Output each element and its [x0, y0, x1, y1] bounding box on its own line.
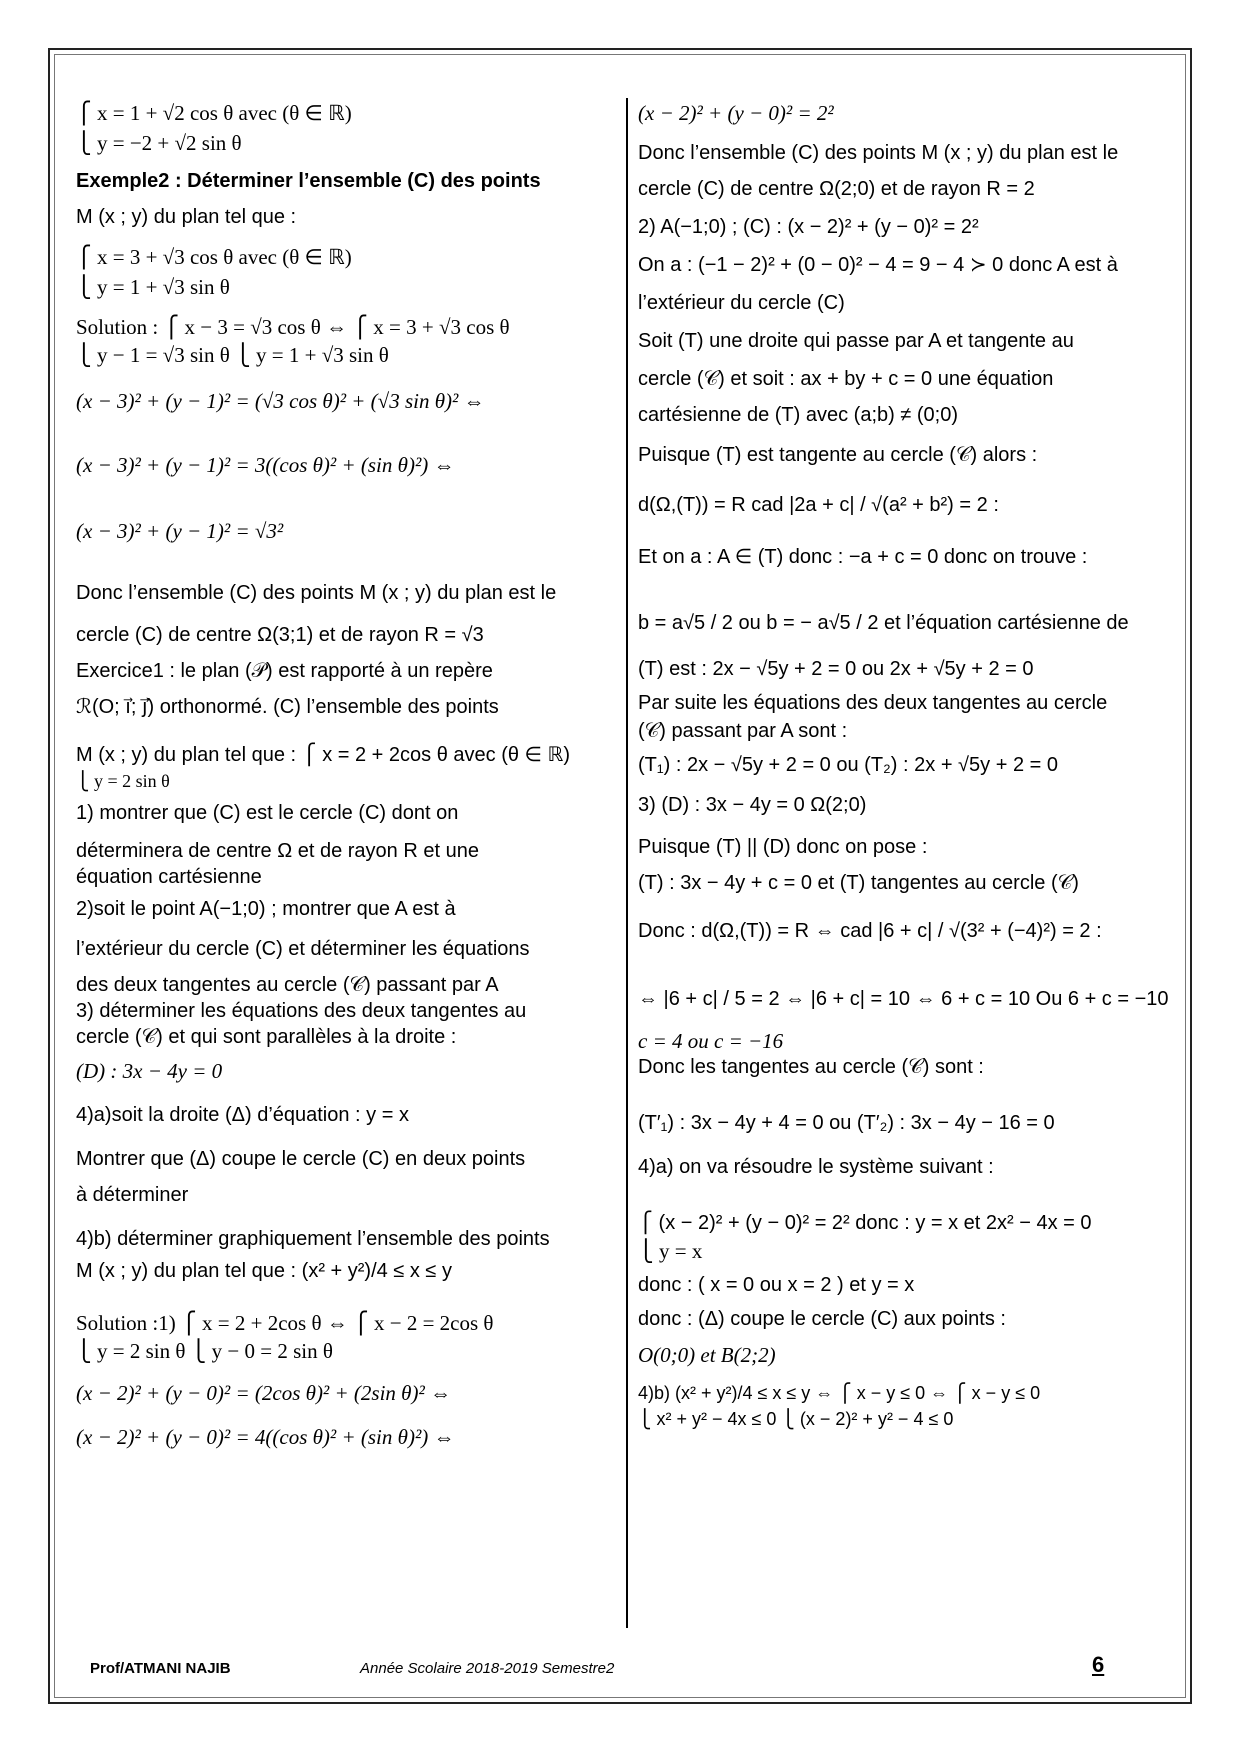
question-4a-cont: Montrer que (Δ) coupe le cercle (C) en deux points: [76, 1148, 526, 1170]
equation-line: (x − 2)² + (y − 0)² = (2cos θ)² + (2sin θ)² ⇔: [76, 1381, 452, 1405]
question-4a-cont: à déterminer: [76, 1184, 189, 1206]
question-2: 2)soit le point A(−1;0) ; montrer que A est à: [76, 898, 456, 920]
text-line: M (x ; y) du plan tel que : ⎧ x = 2 + 2cos θ avec (θ ∈ ℝ): [76, 744, 571, 766]
system-line-2: ⎩ y = 1 + √3 sin θ: [76, 275, 230, 299]
exemple2-heading: Exemple2 : Déterminer l’ensemble (C) des points: [76, 170, 541, 192]
solution-line-2: ⎩ y − 1 = √3 sin θ ⎩ y = 1 + √3 sin θ: [76, 343, 389, 367]
distance-formula: Donc : d(Ω,(T)) = R ⇔ cad |6 + c| / √(3² + (−4)²) = 2 :: [638, 920, 1102, 942]
column-divider: [626, 98, 628, 1628]
question-4a: 4)a)soit la droite (Δ) d’équation : y = x: [76, 1104, 409, 1126]
question-4b-cont: M (x ; y) du plan tel que : (x² + y²)/4 ≤ x ≤ y: [76, 1260, 452, 1282]
question-4b: 4)b) déterminer graphiquement l’ensemble des points: [76, 1228, 550, 1250]
text-line: Puisque (T) || (D) donc on pose :: [638, 836, 928, 858]
text-line: On a : (−1 − 2)² + (0 − 0)² − 4 = 9 − 4 ≻ 0 donc A est à: [638, 254, 1118, 276]
text-line: l’extérieur du cercle (C): [638, 292, 845, 314]
equation-line: (x − 2)² + (y − 0)² = 2²: [638, 101, 834, 125]
distance-formula: d(Ω,(T)) = R cad |2a + c| / √(a² + b²) = 2 :: [638, 494, 999, 516]
text-line: Par suite les équations des deux tangentes au cercle: [638, 692, 1108, 714]
question-2-cont: l’extérieur du cercle (C) et déterminer les équations: [76, 938, 530, 960]
text-line: cercle (C) de centre Ω(3;1) et de rayon R = √3: [76, 624, 484, 646]
exercice1-heading: Exercice1 : le plan (𝒫) est rapporté à un repère: [76, 660, 493, 682]
question-1: 1) montrer que (C) est le cercle (C) dont on: [76, 802, 459, 824]
question-1-cont: équation cartésienne: [76, 866, 262, 888]
equation-line: (x − 3)² + (y − 1)² = √3²: [76, 519, 284, 543]
answer-4a: 4)a) on va résoudre le système suivant :: [638, 1156, 994, 1178]
tangents-line: (T₁) : 2x − √5y + 2 = 0 ou (T₂) : 2x + √5y + 2 = 0: [638, 754, 1058, 776]
text-line: donc : ( x = 0 ou x = 2 ) et y = x: [638, 1274, 915, 1296]
text-line: (𝒞) passant par A sont :: [638, 720, 848, 742]
line-d-equation: (D) : 3x − 4y = 0: [76, 1059, 223, 1083]
question-3: 3) déterminer les équations des deux tangentes au: [76, 1000, 527, 1022]
system-line-1: ⎧ x = 3 + √3 cos θ avec (θ ∈ ℝ): [76, 245, 352, 269]
param-line-1: ⎧ x = 1 + √2 cos θ avec (θ ∈ ℝ): [76, 101, 352, 125]
question-1-cont: déterminera de centre Ω et de rayon R et une: [76, 840, 479, 862]
solution-line-1: Solution : ⎧ x − 3 = √3 cos θ ⇔ ⎧ x = 3 + √3 cos θ: [76, 315, 510, 339]
equation-line: ⇔ |6 + c| / 5 = 2 ⇔ |6 + c| = 10 ⇔ 6 + c = 10 Ou 6 + c = −10: [638, 988, 1169, 1010]
answer-3: 3) (D) : 3x − 4y = 0 Ω(2;0): [638, 794, 867, 816]
solution-line-1: Solution :1) ⎧ x = 2 + 2cos θ ⇔ ⎧ x − 2 = 2cos θ: [76, 1311, 494, 1335]
param-line-2: ⎩ y = −2 + √2 sin θ: [76, 131, 242, 155]
solution-line-2: ⎩ y = 2 sin θ ⎩ y − 0 = 2 sin θ: [76, 1339, 333, 1363]
footer-year: Année Scolaire 2018-2019 Semestre2: [360, 1660, 615, 1677]
equation-line: c = 4 ou c = −16: [638, 1029, 784, 1053]
text-line: M (x ; y) du plan tel que :: [76, 206, 297, 228]
system-line-1: ⎧ (x − 2)² + (y − 0)² = 2² donc : y = x et 2x² − 4x = 0: [638, 1212, 1092, 1234]
points-line: O(0;0) et B(2;2): [638, 1343, 776, 1367]
text-line: (T) est : 2x − √5y + 2 = 0 ou 2x + √5y + 2 = 0: [638, 658, 1034, 680]
text-line: Donc l’ensemble (C) des points M (x ; y) du plan est le: [638, 142, 1119, 164]
system-line-2: ⎩ y = 2 sin θ: [76, 771, 170, 791]
text-line: cercle (𝒞) et soit : ax + by + c = 0 une équation: [638, 368, 1054, 390]
equation-line: (x − 3)² + (y − 1)² = 3((cos θ)² + (sin θ)²) ⇔: [76, 453, 455, 477]
text-line: ℛ(O; i⃗; j⃗) orthonormé. (C) l’ensemble des points: [76, 696, 499, 718]
answer-2: 2) A(−1;0) ; (C) : (x − 2)² + (y − 0)² = 2²: [638, 216, 979, 238]
answer-4b-cont: ⎩ x² + y² − 4x ≤ 0 ⎩ (x − 2)² + y² − 4 ≤ 0: [638, 1409, 954, 1429]
question-3-cont: cercle (𝒞) et qui sont parallèles à la droite :: [76, 1026, 457, 1048]
text-line: Et on a : A ∈ (T) donc : −a + c = 0 donc on trouve :: [638, 546, 1088, 568]
text-line: Soit (T) une droite qui passe par A et tangente au: [638, 330, 1074, 352]
equation-line: (x − 3)² + (y − 1)² = (√3 cos θ)² + (√3 sin θ)² ⇔: [76, 389, 485, 413]
tangents-line: (T′₁) : 3x − 4y + 4 = 0 ou (T′₂) : 3x − 4y − 16 = 0: [638, 1112, 1055, 1134]
text-line: cercle (C) de centre Ω(2;0) et de rayon R = 2: [638, 178, 1035, 200]
system-line-2: ⎩ y = x: [638, 1239, 703, 1263]
text-line: Puisque (T) est tangente au cercle (𝒞) alors :: [638, 444, 1038, 466]
footer-author: Prof/ATMANI NAJIB: [90, 1660, 231, 1677]
text-line: Donc les tangentes au cercle (𝒞) sont :: [638, 1056, 984, 1078]
page-number: 6: [1092, 1652, 1105, 1677]
equation-line: (x − 2)² + (y − 0)² = 4((cos θ)² + (sin θ)²) ⇔: [76, 1425, 455, 1449]
text-line: b = a√5 / 2 ou b = − a√5 / 2 et l’équation cartésienne de: [638, 612, 1129, 634]
question-2-cont: des deux tangentes au cercle (𝒞) passant par A: [76, 974, 499, 996]
text-line: (T) : 3x − 4y + c = 0 et (T) tangentes au cercle (𝒞): [638, 872, 1079, 894]
text-line: Donc l’ensemble (C) des points M (x ; y) du plan est le: [76, 582, 557, 604]
text-line: cartésienne de (T) avec (a;b) ≠ (0;0): [638, 404, 958, 426]
text-line: donc : (Δ) coupe le cercle (C) aux points :: [638, 1308, 1006, 1330]
answer-4b: 4)b) (x² + y²)/4 ≤ x ≤ y ⇔ ⎧ x − y ≤ 0 ⇔ ⎧ x − y ≤ 0: [638, 1383, 1041, 1403]
